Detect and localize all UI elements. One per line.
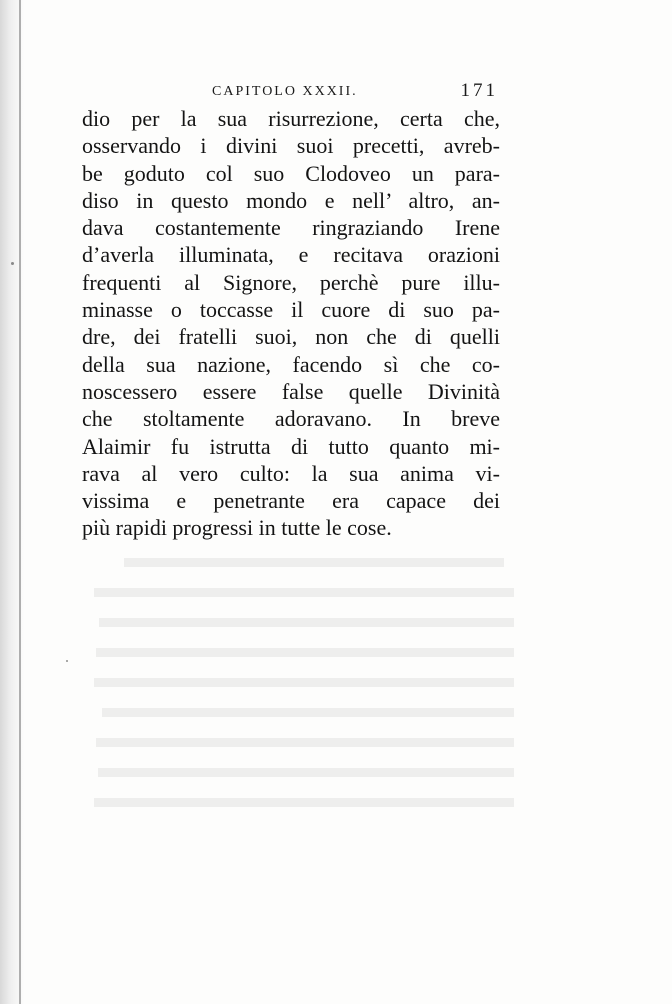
running-head [82, 80, 502, 106]
text-line: be goduto col suo Clodoveo un para- [82, 160, 500, 186]
body-text [82, 105, 500, 542]
text-line: più rapidi progressi in tutte le cose. [82, 515, 392, 541]
text-line: Alaimir fu istrutta di tutto quanto mi- [82, 433, 500, 459]
text-line: che stoltamente adoravano. In breve [82, 406, 500, 432]
binding-edge-line [19, 0, 21, 1004]
page-number: 171 [460, 80, 498, 101]
chapter-title: CAPITOLO XXXII. [212, 84, 358, 99]
show-through-texture [84, 548, 514, 818]
text-line: della sua nazione, facendo sì che co- [82, 351, 500, 377]
paper-speck [11, 262, 14, 265]
text-line: vissima e penetrante era capace dei [82, 488, 500, 514]
text-line: minasse o toccasse il cuore di suo pa- [82, 297, 500, 323]
text-line: diso in questo mondo e nell’ altro, an- [82, 187, 500, 213]
text-line: dre, dei fratelli suoi, non che di quelli [82, 324, 500, 350]
paper-speck [66, 660, 68, 662]
text-line: osservando i divini suoi precetti, avreb- [82, 133, 500, 159]
text-line: rava al vero culto: la sua anima vi- [82, 460, 500, 486]
text-line: frequenti al Signore, perchè pure illu- [82, 269, 500, 295]
text-line: d’averla illuminata, e recitava orazioni [82, 242, 500, 268]
text-line: dava costantemente ringraziando Irene [82, 215, 500, 241]
text-line: noscessero essere false quelle Divinità [82, 378, 500, 404]
text-line: dio per la sua risurrezione, certa che, [82, 106, 500, 131]
